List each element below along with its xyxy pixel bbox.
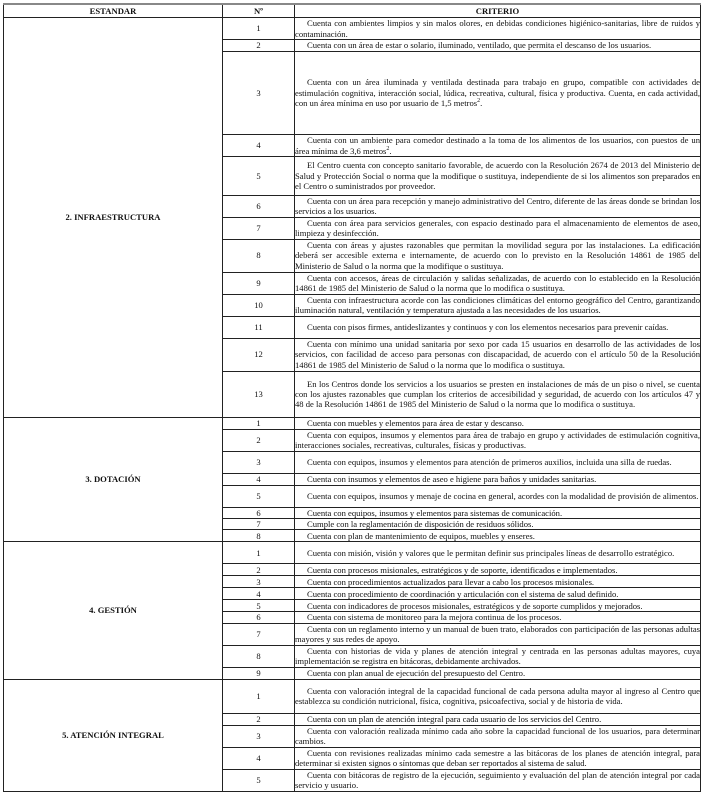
criterion-text-body: Cumple con la reglamentación de disposición de residuos sólidos. bbox=[307, 519, 534, 530]
criterion-text bbox=[295, 217, 701, 239]
criterion-number: 10 bbox=[223, 294, 295, 316]
criterion-text-body: Cuenta con área para servicios generales, con espacio destinado para el almacenamiento de elementos de aseo, limpieza y desinfección. bbox=[295, 217, 700, 239]
criterion-text-body: Cuenta con plan de mantenimiento de equipos, muebles y enseres. bbox=[307, 530, 535, 541]
criterion-text bbox=[295, 667, 701, 679]
criterion-number: 11 bbox=[223, 316, 295, 338]
criterion-number: 1 bbox=[223, 18, 295, 40]
criterion-number: 8 bbox=[223, 239, 295, 272]
criterion-text-body: Cuenta con un área iluminada y ventilada destinada para trabajo en grupo, compatible con actividades de estimulación cognitiva, interacción social, lúdica, recreativa, cultural, física y productiva. Cuenta, en cada actividad, con un área mínima en uso por usuario de 1,5 metros bbox=[295, 77, 700, 109]
criterion-number: 6 bbox=[223, 196, 295, 218]
criterion-text-body: Cuenta con accesos, áreas de circulación y salidas señalizadas, de acuerdo con lo establecido en la Resolución 14861 de 1985 del Ministerio de Salud o la norma que lo modifica o sustituya. bbox=[295, 272, 700, 294]
standards-table bbox=[3, 3, 701, 792]
criterion-text bbox=[295, 18, 701, 40]
criterion-text bbox=[295, 451, 701, 473]
table-row bbox=[4, 417, 701, 429]
criterion-number: 4 bbox=[223, 747, 295, 769]
table-header-row bbox=[4, 4, 701, 18]
criterion-text-body: Cuenta con áreas y ajustes razonables que permitan la movilidad segura por las instalaciones. La edificación deberá ser accesible externa e internamente, de acuerdo con lo previsto en la Resolución 14861 de 1985 del Ministerio de Salud o la norma que la modifique o sustituya. bbox=[295, 240, 700, 271]
criterion-text bbox=[295, 679, 701, 713]
criterion-number: 9 bbox=[223, 272, 295, 294]
criterion-text-body: Cuenta con equipos, insumos y elementos para área de trabajo en grupo y actividades de estimulación cognitiva, interacciones sociales, recreativas, culturales, físicas y productivas. bbox=[295, 429, 700, 451]
table-row bbox=[4, 679, 701, 713]
criterion-number: 4 bbox=[223, 135, 295, 157]
criterion-text-body: Cuenta con valoración realizada mínimo cada año sobre la capacidad funcional de los usuarios, para determinar cambios. bbox=[295, 725, 700, 747]
criterion-number: 3 bbox=[223, 576, 295, 588]
criterion-text-body: Cuenta con muebles y elementos para área de estar y descanso. bbox=[307, 417, 524, 428]
criterion-text-body: Cuenta con procedimiento de coordinación y articulación con el sistema de salud definido. bbox=[307, 588, 619, 599]
criterion-text bbox=[295, 519, 701, 530]
criterion-number: 5 bbox=[223, 769, 295, 791]
criterion-text-body: Cuenta con equipos, insumos y elementos para sistemas de comunicación. bbox=[307, 507, 563, 518]
criterion-text bbox=[295, 542, 701, 564]
criterion-text-body: Cuenta con insumos y elementos de aseo e higiene para baños y unidades sanitarias. bbox=[307, 473, 597, 484]
table-row bbox=[4, 18, 701, 40]
criterion-text-body: Cuenta con sistema de monitoreo para la mejora continua de los procesos. bbox=[307, 612, 562, 623]
criterion-text bbox=[295, 157, 701, 196]
header-numero: Nº bbox=[223, 4, 295, 18]
criterion-text-body: El Centro cuenta con concepto sanitario favorable, de acuerdo con la Resolución 2674 de 2013 del Ministerio de Salud y Protección Social o norma que la modifique o sustituya, independiente de si los alimentos son preparados en el Centro o suministrados por proveedor. bbox=[295, 160, 700, 192]
criterion-number: 5 bbox=[223, 157, 295, 196]
criterion-text-body: Cuenta con historias de vida y planes de atención integral y centrada en las personas adultas mayores, cuya implementación se registra en bitácoras, debidamente archivados. bbox=[295, 645, 700, 667]
criterion-number: 3 bbox=[223, 725, 295, 747]
criterion-number: 6 bbox=[223, 612, 295, 623]
superscript: 2 bbox=[477, 98, 481, 105]
criterion-text bbox=[295, 294, 701, 316]
header-estandar: ESTANDAR bbox=[4, 4, 223, 18]
criterion-number: 7 bbox=[223, 623, 295, 645]
criterion-number: 12 bbox=[223, 338, 295, 371]
criterion-text bbox=[295, 272, 701, 294]
criterion-number: 1 bbox=[223, 542, 295, 564]
standard-label-gestion: 4. GESTIÓN bbox=[4, 542, 223, 679]
criterion-number: 8 bbox=[223, 645, 295, 667]
criterion-text-body: Cuenta con equipos, insumos y elementos para atención de primeros auxilios, incluida una silla de ruedas. bbox=[307, 456, 672, 467]
criterion-number: 7 bbox=[223, 519, 295, 530]
criterion-number: 3 bbox=[223, 52, 295, 135]
criterion-text bbox=[295, 52, 701, 135]
criterion-text bbox=[295, 612, 701, 623]
criterion-number: 5 bbox=[223, 600, 295, 612]
criterion-number: 5 bbox=[223, 485, 295, 507]
criterion-text bbox=[295, 473, 701, 485]
criterion-text bbox=[295, 564, 701, 576]
criterion-text-body: Cuenta con procesos misionales, estratégicos y de soporte, identificados e implementados. bbox=[307, 564, 618, 575]
criterion-text-body: Cuenta con pisos firmes, antideslizantes y continuos y con los elementos necesarios para prevenir caídas. bbox=[307, 321, 669, 332]
criterion-number: 2 bbox=[223, 564, 295, 576]
criterion-text bbox=[295, 316, 701, 338]
criterion-number: 7 bbox=[223, 217, 295, 239]
table-row bbox=[4, 542, 701, 564]
criterion-text-body: Cuenta con infraestructura acorde con las condiciones climáticas del entorno geográfico del Centro, garantizando iluminación natural, ventilación y temperatura ajustada a las necesidades de los usuarios. bbox=[295, 294, 700, 316]
criterion-text bbox=[295, 530, 701, 542]
criterion-text bbox=[295, 40, 701, 52]
criterion-text-body: Cuenta con un ambiente para comedor destinado a la toma de los alimentos de los usuarios, con puestos de un área mínima de 3,6 metros bbox=[295, 135, 700, 156]
criterion-text-body: Cuenta con indicadores de procesos misionales, estratégicos y de soporte cumplidos y mejorados. bbox=[307, 600, 643, 611]
criterion-number: 4 bbox=[223, 588, 295, 600]
criterion-text bbox=[295, 507, 701, 518]
criterion-text bbox=[295, 196, 701, 218]
criterion-text bbox=[295, 600, 701, 612]
criterion-text bbox=[295, 588, 701, 600]
criterion-text-body: Cuenta con misión, visión y valores que le permitan definir sus principales líneas de desarrollo estratégico. bbox=[307, 547, 675, 558]
criterion-text bbox=[295, 623, 701, 645]
table-body bbox=[4, 18, 701, 792]
criterion-number: 8 bbox=[223, 530, 295, 542]
criterion-text bbox=[295, 338, 701, 371]
criterion-number: 4 bbox=[223, 473, 295, 485]
criterion-number: 2 bbox=[223, 40, 295, 52]
criterion-text-body: Cuenta con bitácoras de registro de la ejecución, seguimiento y evaluación del plan de atención integral por cada servicio y usuario. bbox=[295, 769, 700, 791]
criterion-number: 9 bbox=[223, 667, 295, 679]
criterion-number: 3 bbox=[223, 451, 295, 473]
criterion-text-body: Cuenta con un reglamento interno y un manual de buen trato, elaborados con participación de las personas adultas mayores y sus redes de apoyo. bbox=[295, 623, 700, 645]
standard-label-dotacion: 3. DOTACIÓN bbox=[4, 417, 223, 542]
criterion-text-body: En los Centros donde los servicios a los usuarios se presten en instalaciones de más de un piso o nivel, se cuenta con los ajustes razonables que cumplan los criterios de accesibilidad y seguridad, de acuerdo con los artículos 47 y 48 de la Resolución 14861 de 1985 del Ministerio de Salud o la norma que lo modifica o sustituya. bbox=[295, 378, 700, 410]
criterion-text-body: Cuenta con plan anual de ejecución del presupuesto del Centro. bbox=[307, 668, 526, 679]
criterion-number: 2 bbox=[223, 713, 295, 725]
criterion-text bbox=[295, 417, 701, 429]
criterion-text-body: Cuenta con procedimientos actualizados para llevar a cabo los procesos misionales. bbox=[307, 576, 595, 587]
criterion-number: 13 bbox=[223, 371, 295, 417]
criterion-number: 1 bbox=[223, 417, 295, 429]
criterion-text bbox=[295, 239, 701, 272]
header-criterio: CRITERIO bbox=[295, 4, 701, 18]
criterion-number: 6 bbox=[223, 507, 295, 518]
criterion-text-body: Cuenta con equipos, insumos y menaje de cocina en general, acordes con la modalidad de provisión de alimentos. bbox=[307, 490, 699, 501]
criterion-text bbox=[295, 371, 701, 417]
standard-label-atencion-integral: 5. ATENCIÓN INTEGRAL bbox=[4, 679, 223, 791]
criterion-text-body: Cuenta con un área para recepción y manejo administrativo del Centro, diferente de las áreas donde se brindan los servicios a los usuarios. bbox=[295, 196, 700, 217]
criterion-number: 1 bbox=[223, 679, 295, 713]
criterion-text bbox=[295, 429, 701, 451]
criterion-text-body: Cuenta con un área de estar o solario, iluminado, ventilado, que permita el descanso de los usuarios. bbox=[307, 40, 652, 51]
criterion-text-body: Cuenta con mínimo una unidad sanitaria por sexo por cada 15 usuarios en desarrollo de las actividades de los servicios, con facilidad de acceso para personas con discapacidad, de acuerdo con el artículo 50 de la Resolución 14861 de 1985 del Ministerio de Salud o la norma que lo modifica o sustituya. bbox=[295, 339, 700, 370]
criterion-text-end: . bbox=[480, 98, 483, 109]
standard-label-infraestructura: 2. INFRAESTRUCTURA bbox=[4, 18, 223, 418]
superscript: 2 bbox=[386, 145, 390, 152]
criterion-text bbox=[295, 645, 701, 667]
criterion-text-body: Cuenta con valoración integral de la capacidad funcional de cada persona adulta mayor al ingreso al Centro que establezca su condición nutricional, física, cognitiva, psicoafectiva, social y de historia de vida. bbox=[295, 685, 700, 707]
criterion-text-end: . bbox=[389, 145, 392, 156]
criterion-text bbox=[295, 769, 701, 791]
criterion-text bbox=[295, 135, 701, 157]
criterion-number: 2 bbox=[223, 429, 295, 451]
criterion-text bbox=[295, 725, 701, 747]
criterion-text bbox=[295, 576, 701, 588]
criterion-text-body: Cuenta con revisiones realizadas mínimo cada semestre a las bitácoras de los planes de atención integral, para determinar si existen signos o síntomas que deban ser reportados al sistema de salud. bbox=[295, 747, 700, 769]
criterion-text bbox=[295, 485, 701, 507]
criterion-text-body: Cuenta con un plan de atención integral para cada usuario de los servicios del Centro. bbox=[307, 714, 602, 725]
criterion-text-body: Cuenta con ambientes limpios y sin malos olores, en debidas condiciones higiénico-sanitarias, libre de ruidos y contaminación. bbox=[295, 18, 700, 39]
criterion-text bbox=[295, 713, 701, 725]
criterion-text bbox=[295, 747, 701, 769]
